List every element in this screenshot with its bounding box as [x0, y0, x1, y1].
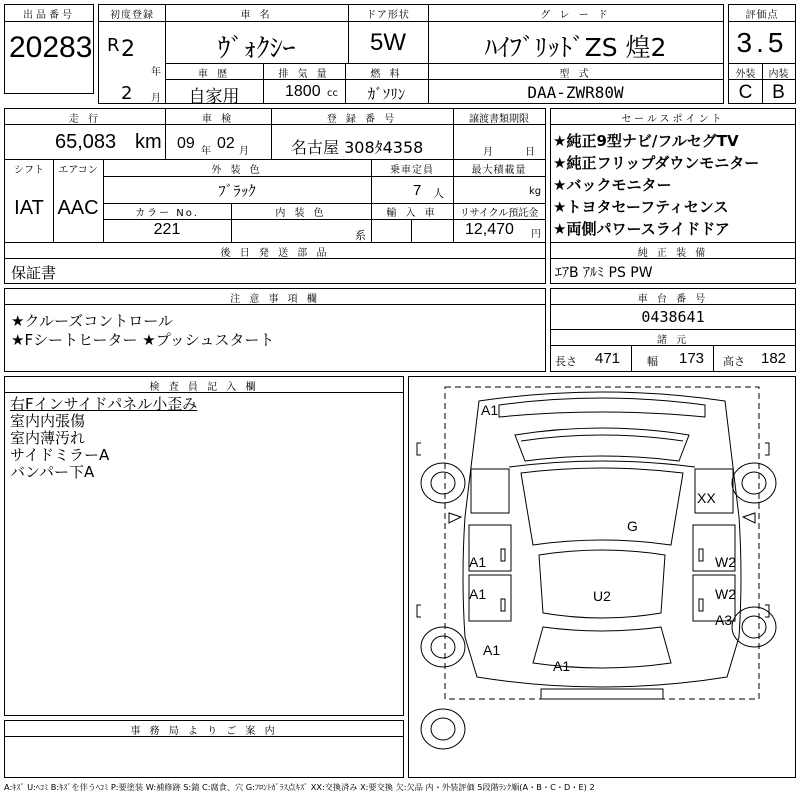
reg-year-unit: 年: [151, 67, 161, 78]
interior-color-unit: 系: [355, 229, 366, 242]
office-box: [4, 720, 404, 778]
car-info-box: [98, 4, 724, 107]
car-name: ｳﾞｫｸｼｰ: [217, 34, 296, 64]
mileage: 65,083: [55, 131, 117, 153]
score-box: [728, 4, 796, 104]
reg-month: 2: [121, 83, 133, 104]
transfer-day-unit: 日: [525, 147, 535, 158]
recycle-fee: 12,470: [465, 221, 514, 238]
capacity: 7: [413, 182, 422, 199]
score: 3.5: [736, 27, 788, 58]
damage-mark-right-rear-quarter: A3: [715, 612, 733, 628]
grade-label: グ レ ー ド: [540, 10, 611, 21]
inspection-label: 車 検: [201, 114, 235, 125]
windshield: [515, 428, 689, 461]
mileage-label: 走 行: [68, 114, 102, 125]
sales-points-label: セールスポイント: [621, 114, 725, 125]
ac-label: エアコン: [58, 165, 98, 176]
exterior-grade: C: [738, 82, 753, 103]
damage-mark-hood: G: [627, 518, 638, 534]
notes-label: 注 意 事 項 欄: [230, 294, 320, 305]
later-parts-label: 後 日 発 送 部 品: [220, 248, 330, 259]
capacity-label: 乗車定員: [390, 165, 434, 176]
notes-box: [4, 288, 546, 372]
car-diagram: [409, 377, 795, 777]
transfer-month-unit: 月: [483, 147, 493, 158]
door-label: ドア形状: [366, 10, 410, 21]
transfer-label: 譲渡書類期限: [469, 114, 529, 125]
plate-number: 名古屋 308ﾀ4358: [291, 138, 424, 157]
specs-label: 諸 元: [656, 335, 690, 346]
damage-mark-right-front-door: W2: [715, 554, 736, 570]
recycle-label: リサイクル預託金: [459, 208, 539, 219]
mileage-unit: km: [135, 131, 162, 153]
interior-label: 内装: [768, 69, 789, 80]
displacement-label: 排 気 量: [278, 69, 330, 80]
damage-mark-right-front-fender: XX: [697, 490, 716, 506]
sales-point: ★純正フリップダウンモニター: [553, 154, 760, 172]
roof: [539, 550, 665, 618]
inspection-year: 09: [177, 135, 195, 152]
interior-grade: B: [772, 82, 785, 103]
shift: IAT: [14, 197, 44, 219]
sales-points-box: [550, 108, 796, 284]
shift-label: シフト: [14, 165, 44, 176]
width: 173: [679, 350, 705, 367]
inspector-line: 右Fインサイドパネル小歪み: [10, 395, 198, 413]
inspection-month: 02: [217, 135, 235, 152]
legend: A:ｷｽﾞ U:ﾍｺﾐ B:ｷｽﾞを伴うﾍｺﾐ P:要塗装 W:補修跡 S:錆 C:腐食、穴 G:ﾌﾛﾝﾄｶﾞﾗｽ点ｷｽﾞ XX:交換済み X:要交換 欠:欠品 内・外装評価 5段階ﾗﾝｸ順(A・B・C・D・E) 2: [4, 782, 595, 792]
height-label: 高さ: [723, 355, 745, 368]
plate-label: 登 録 番 号: [326, 114, 398, 125]
reg-year: 2: [121, 37, 135, 62]
inspector-line: 室内薄汚れ: [10, 429, 86, 447]
car-name-label: 車 名: [240, 10, 273, 21]
inspection-year-unit: 年: [201, 146, 211, 157]
lot-label: 出品番号: [23, 10, 75, 21]
chassis-box: [550, 288, 796, 372]
notes-line-1: ★クルーズコントロール: [11, 312, 173, 330]
vehicle-details-box: [4, 108, 546, 284]
width-label: 幅: [647, 355, 658, 368]
color-number: 221: [153, 221, 181, 238]
length: 471: [595, 350, 621, 367]
history: 自家用: [188, 87, 240, 107]
load-label: 最大積載量: [471, 165, 527, 176]
inspector-label: 検 査 員 記 入 欄: [149, 382, 259, 393]
damage-mark-front-inner: A1: [481, 402, 499, 418]
notes-line-2: ★Fシートヒーター ★プッシュスタート: [11, 331, 275, 349]
later-parts: 保証書: [11, 264, 57, 282]
sales-points-list: [553, 130, 759, 240]
inspector-line: 室内内張傷: [10, 412, 86, 430]
inspection-month-unit: 月: [239, 146, 249, 157]
hood: [521, 468, 683, 545]
equipment-label: 純 正 装 備: [637, 248, 709, 259]
inspector-notes: [10, 396, 197, 481]
score-label: 評価点: [745, 10, 779, 21]
interior-color-label: 内 装 色: [275, 208, 327, 219]
inspector-line: サイドミラーA: [10, 446, 110, 464]
office-label: 事 務 局 よ り ご 案 内: [130, 726, 278, 737]
recycle-unit: 円: [531, 229, 541, 240]
exterior-label: 外装: [735, 69, 756, 80]
sales-point: ★純正9型ナビ/フルセグTV: [553, 132, 739, 150]
sales-point: ★バックモニター: [553, 176, 672, 194]
damage-mark-right-rear-door: W2: [715, 586, 736, 602]
equipment: ｴｱB ｱﾙﾐ PS PW: [555, 265, 653, 281]
inspector-line: バンパー下A: [10, 463, 95, 481]
car-diagram-box: [408, 376, 796, 778]
damage-mark-roof: U2: [593, 588, 611, 604]
load-unit: kg: [529, 186, 542, 197]
tire-front-left: [421, 463, 465, 503]
length-label: 長さ: [555, 355, 577, 368]
import-label: 輸 入 車: [386, 208, 438, 219]
reg-month-unit: 月: [151, 93, 161, 104]
damage-mark-trunk: A1: [553, 658, 571, 674]
lot-number: 20283: [9, 31, 93, 64]
fuel-label: 燃 料: [370, 69, 403, 80]
tire-front-right: [732, 463, 776, 503]
air-conditioner: AAC: [57, 197, 99, 219]
tire-rear-left: [421, 627, 465, 667]
door-type: 5W: [370, 29, 406, 56]
reg-era: R: [107, 35, 120, 56]
damage-mark-left-rear-quarter: A1: [483, 642, 501, 658]
displacement: 1800: [285, 83, 321, 100]
color-label: 外 装 色: [211, 165, 263, 176]
chassis-number: 0438641: [641, 308, 705, 326]
fuel: ｶﾞｿﾘﾝ: [367, 85, 406, 103]
lot-number-box: [4, 4, 94, 94]
color-no-label: カラー No.: [135, 208, 199, 219]
sales-point: ★両側パワースライドドア: [553, 220, 730, 238]
capacity-unit: 人: [433, 187, 444, 200]
height: 182: [761, 350, 787, 367]
model-label: 型 式: [559, 69, 592, 80]
reg-label: 初度登録: [110, 10, 154, 21]
sales-point: ★トヨタセーフティセンス: [553, 198, 729, 216]
inspector-box: [4, 376, 404, 716]
grade: ﾊｲﾌﾞﾘｯﾄﾞZS 煌2: [484, 33, 667, 62]
spare-tire: [421, 709, 465, 749]
model: DAA-ZWR80W: [527, 83, 624, 102]
damage-mark-left-front-door: A1: [469, 554, 487, 570]
exterior-color: ﾌﾞﾗｯｸ: [218, 182, 256, 200]
displacement-unit: cc: [327, 88, 338, 99]
damage-mark-left-rear-door: A1: [469, 586, 487, 602]
chassis-label: 車 台 番 号: [637, 294, 709, 305]
history-label: 車 歴: [197, 69, 231, 80]
